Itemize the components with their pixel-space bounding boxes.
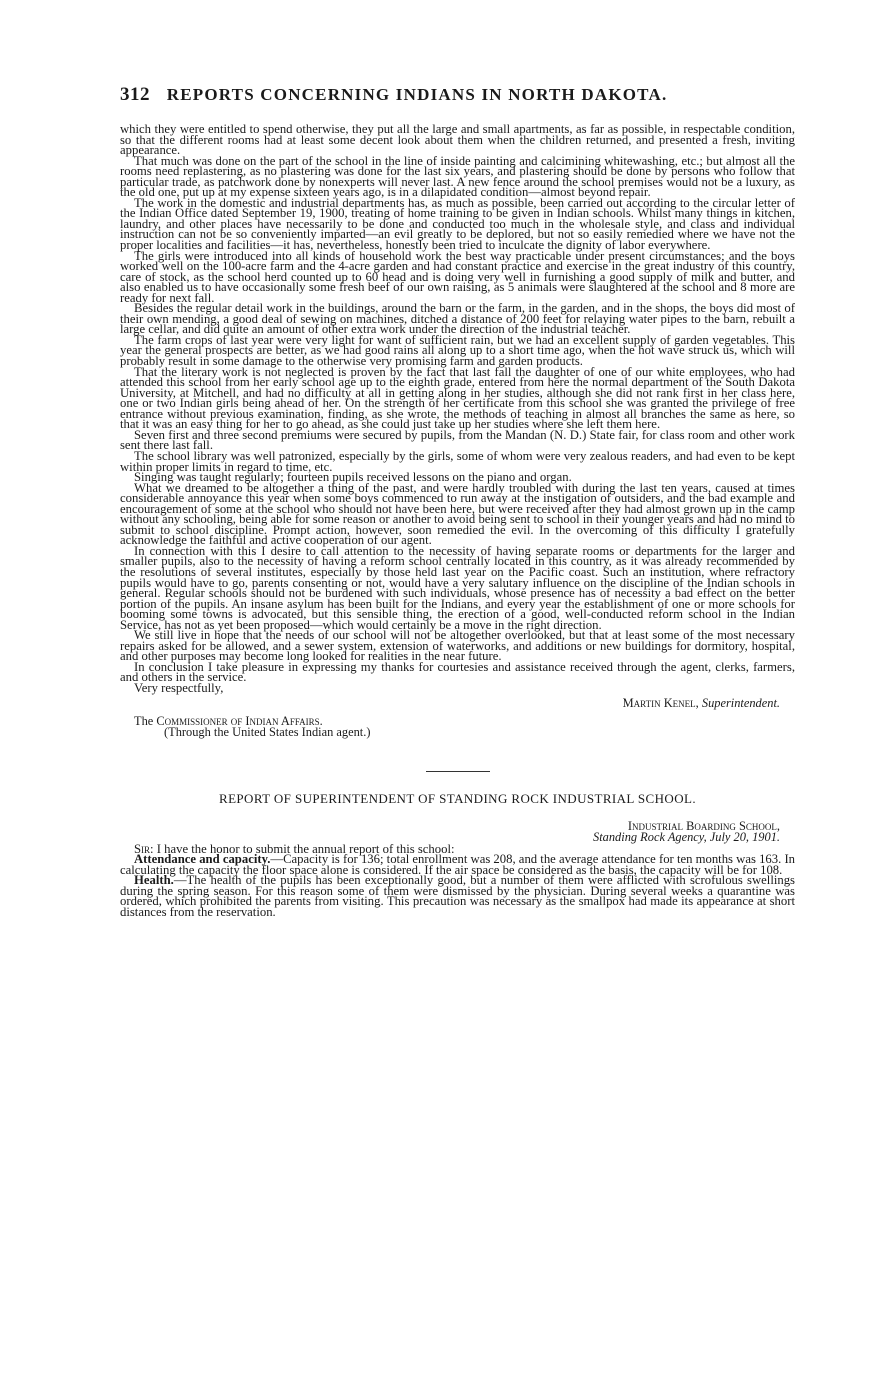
signature-title: Superintendent. xyxy=(701,695,780,710)
addressee-prefix: The xyxy=(134,714,157,729)
dateline xyxy=(120,818,780,845)
paragraph-conclusion: In conclusion I take pleasure in expressing my thanks for courtesies and assistance received through the agent, clerks, farmers, and others in the service. xyxy=(120,659,795,685)
paragraph-household-farm: The girls were introduced into all kinds of household work the best way practicable under present circumstances; and the boys worked well on the 100-acre farm and the 4-acre garden and had constant practice and exercise in the great industry of this country, care of stock, as the school herd counted up to 60 head and is doing very well in furnishing a good supply of milk and butter, and also enabled us to have occasionally some fresh beef of our own raising, as 5 animals were slaughtered at the school and 8 more are ready for next fall. xyxy=(120,248,795,305)
addressee-name: Commissioner of Indian Affairs. xyxy=(156,714,323,729)
section-divider xyxy=(426,771,490,772)
attendance-text: —Capacity is for 136; total enrollment was 208, and the average attendance for ten months was 163. In calculating the capacity the floor space alone is considered. If the air space be considered as the basis, the capacity will be for 108. xyxy=(120,852,796,877)
paragraph-farm-crops: The farm crops of last year were very light for want of sufficient rain, but we had an excellent supply of garden vegetables. This year the general prospects are better, as we had good rains all along up to a short time ago, when the hot wave struck us, which will probably result in some damage to the otherwise very promising farm and garden products. xyxy=(120,332,795,369)
running-title: REPORTS CONCERNING INDIANS IN NORTH DAKOTA. xyxy=(166,85,668,104)
paragraph-attendance xyxy=(120,854,795,875)
paragraph-continuation: which they were entitled to spend otherwise, they put all the large and small apartments, as far as possible, in respectable condition, so that the different rooms had at least some decent look about them when the children returned, and presented a fresh, inviting appearance. xyxy=(120,122,795,158)
salutation-sir: Sir: xyxy=(134,841,154,856)
page-body xyxy=(120,124,795,918)
health-text: —The health of the pupils has been exceptionally good, but a number of them were afflicted with scrofulous swellings during the spring season. For this reason some of them were dismissed by the physician. During several weeks a quarantine was ordered, which prohibited the parents from visiting. This precaution was necessary as the smallpox had made its appearance at short distances from the reservation. xyxy=(120,873,795,919)
signature-name: Martin Kenel, xyxy=(622,695,699,710)
paragraph-health xyxy=(120,875,795,917)
signature xyxy=(120,695,780,710)
paragraph-premiums: Seven first and three second premiums were secured by pupils, from the Mandan (N. D.) State fair, for class room and other work sent there last fall. xyxy=(120,427,795,453)
running-header xyxy=(120,84,800,108)
attendance-heading: Attendance and capacity. xyxy=(134,852,271,867)
salutation-text: I have the honor to submit the annual report of this school: xyxy=(153,841,455,856)
paragraph-hope: We still live in hope that the needs of our school will not be altogether overlooked, but that at least some of the most necessary repairs asked for be allowed, and a sewer system, extension of waterworks, and additions or new buildings for dormitory, hospital, and other purposes may become long looked for realities in the near future. xyxy=(120,628,795,664)
health-heading: Health. xyxy=(134,873,174,888)
paragraph-literary-work: That the literary work is not neglected is proven by the fact that last fall the daughter of one of our white employees, who had attended this school from her early school age up to the eighth grade, entered from here the normal department of the South Dakota University, at Mitchell, and had no difficulty at all in getting along in her studies, although she did not rank first in her class here, one or two Indian girls being ahead of her. On the strength of her certificate from this school she was granted the privilege of free entrance without previous examination, finding, as she wrote, the methods of teaching in almost all branches the same as here, so that it was an easy thing for her to go ahead, as she could just take up her studies where she left them here. xyxy=(120,364,795,432)
paragraph-detail-work: Besides the regular detail work in the buildings, around the barn or the farm, in the garden, and in the shops, the boys did most of their own mending, a good deal of sewing on machines, ditched a distance of 200 feet for relaying water pipes to the barn, rebuilt a large cellar, and did quite an amount of other extra work under the direction of the industrial teacher. xyxy=(120,301,795,337)
dateline-school: Industrial Boarding School, xyxy=(627,818,780,833)
paragraph-library: The school library was well patronized, especially by the girls, some of whom were very zealous readers, and had even to be kept within proper limits in regard to time, etc. xyxy=(120,448,795,474)
paragraph-painting: That much was done on the part of the school in the line of inside painting and calcimining whitewashing, etc.; but almost all the rooms need replastering, as no plastering was done for the last six years, and plastering should be done by persons who follow that particular trade, as patchwork done by nonexperts will never last. A new fence around the school premises would not be a luxury, as the old one, put up at my expense sixteen years ago, is in a dilapidated condition—almost beyond repair. xyxy=(120,153,795,200)
paragraph-reform-school: In connection with this I desire to call attention to the necessity of having separate rooms or departments for the larger and smaller pupils, also to the necessity of having a reform school centrally located in this country, as it was already recommended by the resolutions of several institutes, especially by those held last year on the Pacific coast. Such an institution, where refractory pupils would have to go, parents consenting or not, would have a very salutary influence on the discipline of the Indian schools in general. Regular schools should not be burdened with such individuals, whose presence has of necessity a bad effect on the better portion of the pupils. An insane asylum has been built for the Indians, and every year the establishment of one or more schools for booming some towns is advocated, but this sensible thing, the erection of a good, well-conducted reform school in the Indian Service, has not as yet been proposed—which would certainly be a move in the right direction. xyxy=(120,543,795,632)
page-number: 312 xyxy=(120,84,150,105)
closing-line: Very respectfully, xyxy=(134,680,224,695)
paragraph-domestic-industrial: The work in the domestic and industrial departments has, as much as possible, been carried out according to the circular letter of the Indian Office dated September 19, 1900, treating of home training to be given in Indian schools. Whilst many things in kitchen, laundry, and other places have necessarily to be done and conducted too much in the wholesale style, and class and individual instruction can not be so conveniently imparted—an evil greatly to be deplored, but not so easily remedied where we have not the proper localities and facilities—it has, nevertheless, honestly been tried to inculcate the dignity of labor everywhere. xyxy=(120,195,795,253)
dateline-place-date: Standing Rock Agency, July 20, 1901. xyxy=(593,830,780,845)
paragraph-singing: Singing was taught regularly; fourteen pupils received lessons on the piano and organ. xyxy=(134,470,572,485)
paragraph-runaways: What we dreamed to be altogether a thing of the past, and were hardly troubled with during the last ten years, caused at times considerable annoyance this year when some boys commenced to run away at the instigation of outsiders, and the bad example and encouragement of some at the school who should not have been here, but were received after they had almost grown up in the camp without any schooling, being able for some reason or another to avoid being sent to school in their younger years and had no mind to submit to school discipline. Prompt action, however, soon remedied the evil. In the overcoming of this difficulty I gratefully acknowledge the faithful and active cooperation of our agent. xyxy=(120,480,795,548)
addressee-through: (Through the United States Indian agent.) xyxy=(164,724,371,739)
section-title: REPORT OF SUPERINTENDENT OF STANDING ROCK INDUSTRIAL SCHOOL. xyxy=(219,791,696,807)
